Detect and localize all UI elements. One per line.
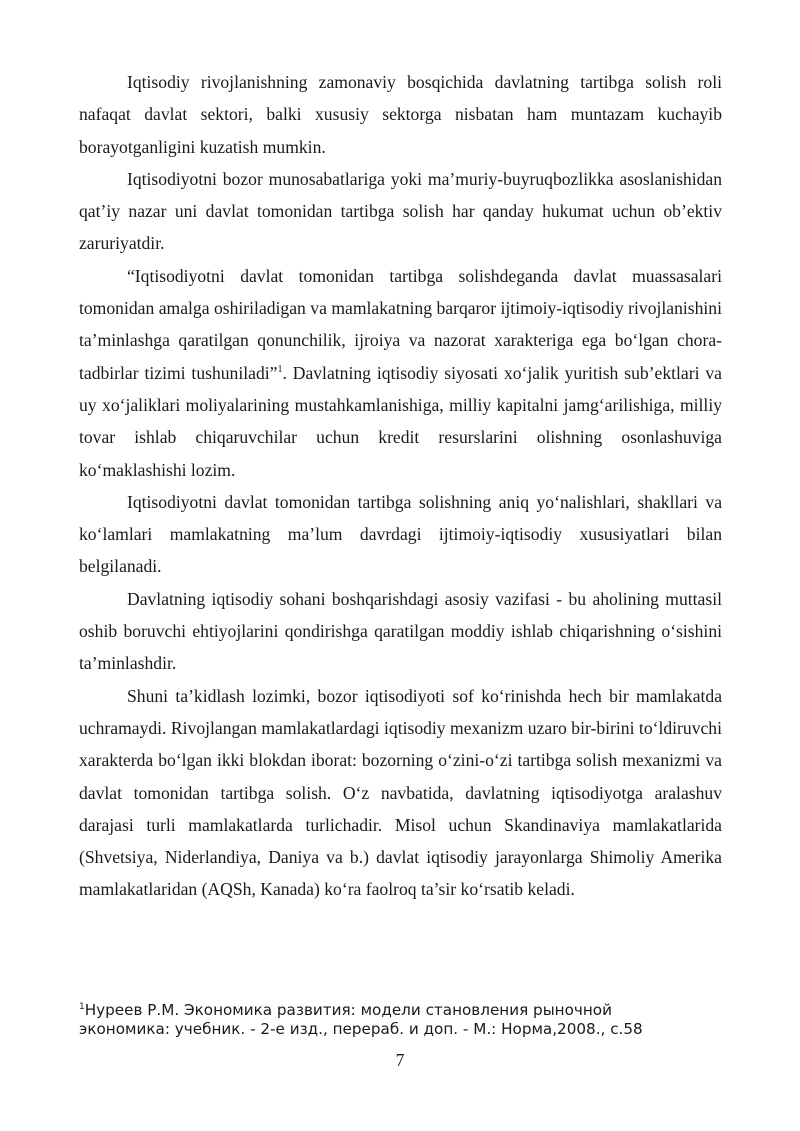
footnote-marker: 1: [79, 1001, 85, 1012]
paragraph-3: [79, 260, 722, 486]
paragraph-1: Iqtisodiy rivojlanishning zamonaviy bosqichida davlatning tartibga solish roli nafaqat davlat sektori, balki xususiy sektorga nisbatan ham muntazam kuchayib borayotganligini kuzatish mumkin.: [79, 72, 722, 157]
page-number: 7: [395, 1050, 405, 1070]
footnote-text-1: Нуреев Р.М. Экономика развития: модели становления рыночной: [84, 1001, 612, 1019]
paragraph-4: Iqtisodiyotni davlat tomonidan tartibga solishning aniq yo‘nalishlari, shakllari va ko‘lamlari mamlakatning ma’lum davrdagi ijtimoiy-iqtisodiy xususiyatlari bilan belgilanadi.: [79, 491, 722, 577]
footnote-reference[interactable]: 1: [277, 363, 283, 375]
paragraph-3-text: “Iqtisodiyotni davlat tomonidan tartibga solishdeganda davlat muassasalari tomonidan amalga oshiriladigan va mamlakatning barqaror ijtimoiy-iqtisodiy rivojlanishini ta’minlashga qaratilgan qonunchilik, ijroiya va nazorat xarakteriga ega bo‘lgan chora-tadbirlar tizimi tushuniladi”: [79, 265, 722, 383]
body-text: [79, 66, 722, 906]
paragraph-3-text-cont: . Davlatning iqtisodiy siyosati xo‘jalik yuritish sub’ektlari va uy xo‘jaliklari moliyalarining mustahkamlanishiga, milliy kapitalni jamg‘arilishiga, milliy tovar ishlab chiqaruvchilar uchun kredit resurslarini olishning osonlashuviga ko‘maklashishi lozim.: [79, 362, 722, 480]
paragraph-6: Shuni ta’kidlash lozimki, bozor iqtisodiyoti sof ko‘rinishda hech bir mamlakatda uchramaydi. Rivojlangan mamlakatlardagi iqtisodiy mexanizm uzaro bir-birini to‘ldiruvchi xarakterda bo‘lgan ikki blokdan iborat: bozorning o‘zini-o‘zi tartibga solish mexanizmi va davlat tomonidan tartibga solish. O‘z navbatida, davlatning iqtisodiyotga aralashuv darajasi turli mamlakatlarda turlichadir. Misol uchun Skandinaviya mamlakatlarida (Shvetsiya, Niderlandiya, Daniya va b.) davlat iqtisodiy jarayonlarga Shimoliy Amerika mamlakatlaridan (AQSh, Kanada) ko‘ra faolroq ta’sir ko‘rsatib keladi.: [79, 685, 722, 900]
footnote: [79, 1001, 739, 1039]
footnote-line-2: экономика: учебник. - 2-е изд., перераб. и доп. - М.: Норма,2008., с.58: [79, 1020, 643, 1038]
footnote-line-1: [79, 1001, 739, 1020]
paragraph-5: Davlatning iqtisodiy sohani boshqarishdagi asosiy vazifasi - bu aholining muttasil oshib boruvchi ehtiyojlarini qondirishga qaratilgan moddiy ishlab chiqarishning o‘sishini ta’minlashdir.: [79, 588, 722, 674]
paragraph-2: Iqtisodiyotni bozor munosabatlariga yoki ma’muriy-buyruqbozlikka asoslanishidan qat’iy nazar uni davlat tomonidan tartibga solish har qanday hukumat uchun ob’ektiv zaruriyatdir.: [79, 168, 722, 254]
